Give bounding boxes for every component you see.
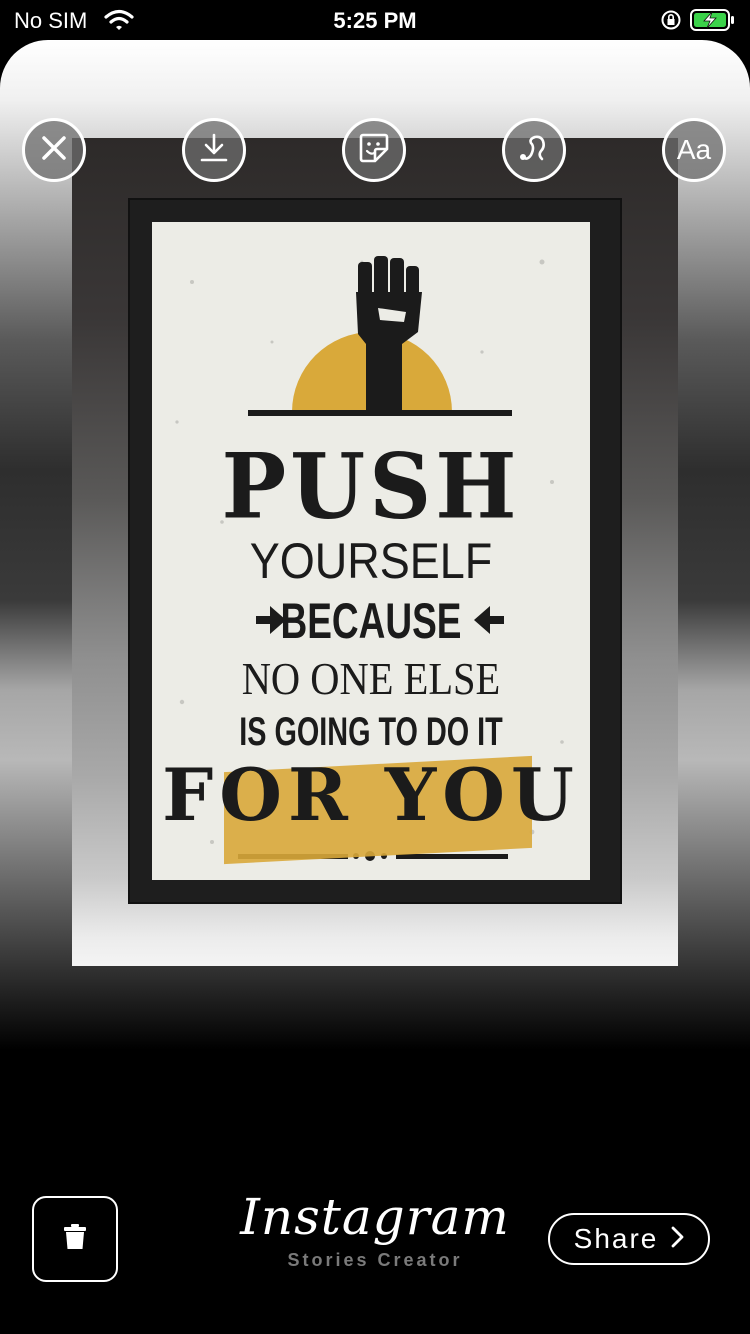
close-button[interactable] [22, 118, 86, 182]
story-canvas[interactable] [0, 40, 750, 1170]
bottom-bar [0, 1170, 750, 1334]
download-icon [198, 132, 230, 169]
text-tool-label: Aa [676, 134, 712, 165]
share-button[interactable] [548, 1213, 710, 1265]
text-tool-button[interactable] [662, 118, 726, 182]
instagram-logo: Instagram [240, 1188, 510, 1246]
draw-button[interactable] [502, 118, 566, 182]
carrier-label: No SIM [14, 8, 88, 33]
status-bar [0, 0, 750, 40]
poster-line-6: FOR YOU [162, 752, 580, 837]
download-button[interactable] [182, 118, 246, 182]
poster-line-2: YOURSELF [249, 533, 493, 589]
close-icon [41, 135, 67, 166]
poster-line-5: IS GOING TO DO IT [239, 710, 503, 754]
orientation-lock-icon [660, 9, 682, 36]
delete-button[interactable] [32, 1196, 118, 1282]
motivational-poster [152, 222, 590, 880]
trash-icon [64, 1224, 86, 1255]
sticker-icon [357, 131, 391, 170]
chevron-right-icon [670, 1226, 684, 1253]
draw-icon [517, 131, 551, 170]
poster-frame [130, 200, 620, 902]
clock: 5:25 PM [333, 8, 417, 33]
battery-charging-icon [690, 8, 736, 37]
sticker-button[interactable] [342, 118, 406, 182]
share-label: Share [573, 1223, 659, 1254]
story-photo [72, 138, 678, 966]
brand-subtitle: Stories Creator [287, 1250, 463, 1270]
poster-line-3: BECAUSE [280, 593, 462, 649]
brand-block [230, 1188, 520, 1271]
poster-line-4: NO ONE ELSE [241, 653, 501, 704]
poster-line-1: PUSH [221, 433, 521, 540]
